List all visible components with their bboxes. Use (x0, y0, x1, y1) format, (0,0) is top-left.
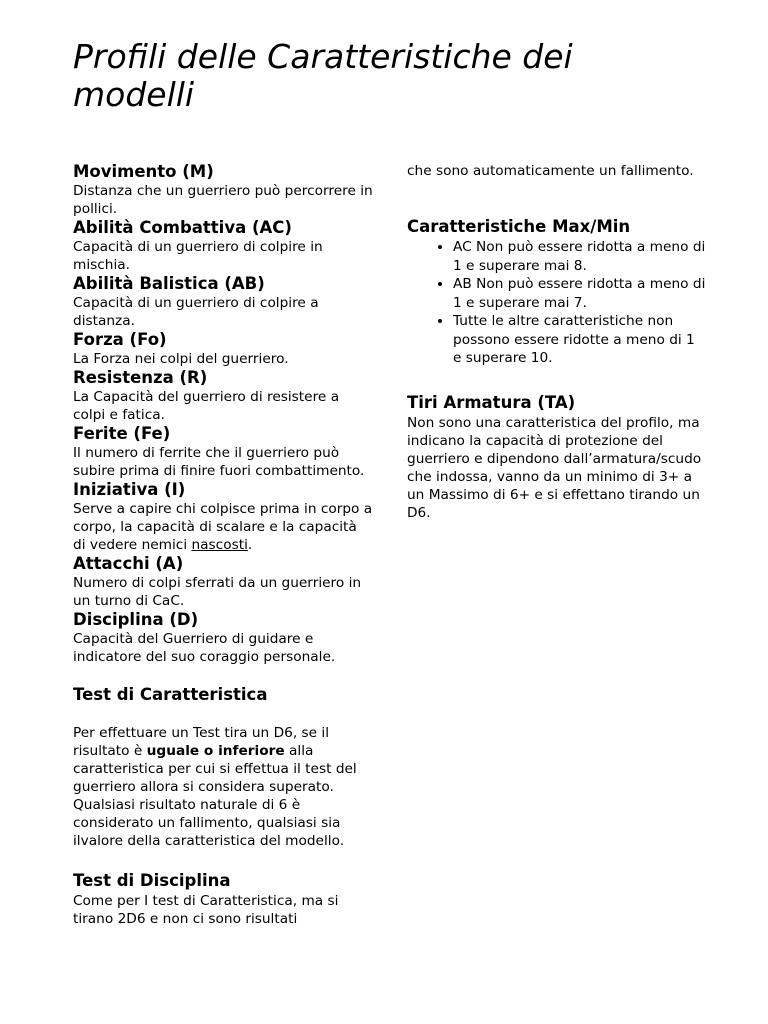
stat-heading: Forza (Fo) (73, 330, 167, 349)
stat-forza (73, 330, 373, 368)
page-title-line-2: modelli (73, 75, 195, 114)
stat-resistenza (73, 368, 373, 424)
stat-description: La Capacità del guerriero di resistere a colpi e fatica. (73, 389, 340, 423)
stat-description-end: . (247, 537, 253, 553)
list-item: • AB Non può essere ridotta a meno di 1 e superare mai 7. (453, 275, 707, 312)
paragraph-text: Per effettuare un Test tira un D6, se il risultato è (73, 725, 330, 759)
stat-heading: Resistenza (R) (73, 368, 208, 387)
right-column (407, 162, 707, 522)
list-item: • AC Non può essere ridotta a meno di 1 e superare mai 8. (453, 238, 707, 275)
stat-description: Capacità del Guerriero di guidare e indicatore del suo coraggio personale. (73, 631, 336, 665)
section-heading: Caratteristiche Max/Min (407, 217, 631, 236)
stat-description (73, 500, 373, 554)
stat-description: Distanza che un guerriero può percorrere in pollici. (73, 183, 373, 217)
section-paragraph: Come per I test di Caratteristica, ma si tirano 2D6 e non ci sono risultati (73, 893, 339, 927)
section-heading: Test di Caratteristica (73, 685, 268, 704)
page-title-line-1: Profili delle Caratteristiche dei (73, 37, 573, 76)
stat-description: Capacità di un guerriero di colpire a distanza. (73, 295, 319, 329)
max-min-list (407, 238, 707, 368)
stat-ferite (73, 424, 373, 480)
stat-description: Capacità di un guerriero di colpire in mischia. (73, 239, 323, 273)
section-paragraph: Non sono una caratteristica del profilo, ma indicano la capacità di protezione del guerriero e dipendono dall’armatura/scudo che indossa, vanno da un minimo di 3+ a un Massimo di 6+ e si effettano tirando un D6. (407, 414, 702, 521)
stat-heading: Ferite (Fe) (73, 424, 171, 443)
section-test-disciplina (73, 870, 373, 928)
section-test-caratteristica (73, 684, 373, 850)
stat-description: Il numero di ferrite che il guerriero può subire prima di finire fuori combattimento. (73, 445, 365, 479)
section-heading: Test di Disciplina (73, 871, 231, 890)
section-heading: Tiri Armatura (TA) (407, 392, 576, 412)
paragraph-text: alla caratteristica per cui si effettua il test del guerriero allora si considera superato. (73, 743, 357, 795)
section-paragraph (73, 724, 373, 796)
stat-attacchi (73, 554, 373, 610)
list-item: • Tutte le altre caratteristiche non possono essere ridotte a meno di 1 e superare 10. (453, 312, 707, 368)
stat-heading: Disciplina (D) (73, 610, 199, 629)
section-max-min (407, 216, 707, 368)
stat-heading: Abilità Balistica (AB) (73, 274, 265, 293)
section-tiri-armatura (407, 392, 707, 522)
stat-heading: Abilità Combattiva (AC) (73, 218, 292, 237)
underlined-word: nascosti (191, 537, 248, 553)
stat-iniziativa (73, 480, 373, 554)
stat-heading: Iniziativa (I) (73, 480, 186, 499)
stat-movimento (73, 162, 373, 218)
section-paragraph: Qualsiasi risultato naturale di 6 è considerato un fallimento, qualsiasi sia ilvalore della caratteristica del modello. (73, 797, 345, 849)
stat-abilita-combattiva (73, 218, 373, 274)
stat-description: Numero di colpi sferrati da un guerriero in un turno di CaC. (73, 575, 362, 609)
stat-heading: Attacchi (A) (73, 554, 184, 573)
stat-description: La Forza nei colpi del guerriero. (73, 351, 289, 367)
page-title (73, 38, 733, 114)
stat-disciplina (73, 610, 373, 666)
continuation-text: che sono automaticamente un fallimento. (407, 163, 694, 179)
stat-abilita-balistica (73, 274, 373, 330)
bold-text: uguale o inferiore (146, 743, 285, 759)
stat-description-text: Serve a capire chi colpisce prima in corpo a corpo, la capacità di scalare e la capacità di vedere nemici (73, 501, 373, 553)
left-column (73, 162, 373, 928)
stat-heading: Movimento (M) (73, 162, 214, 181)
